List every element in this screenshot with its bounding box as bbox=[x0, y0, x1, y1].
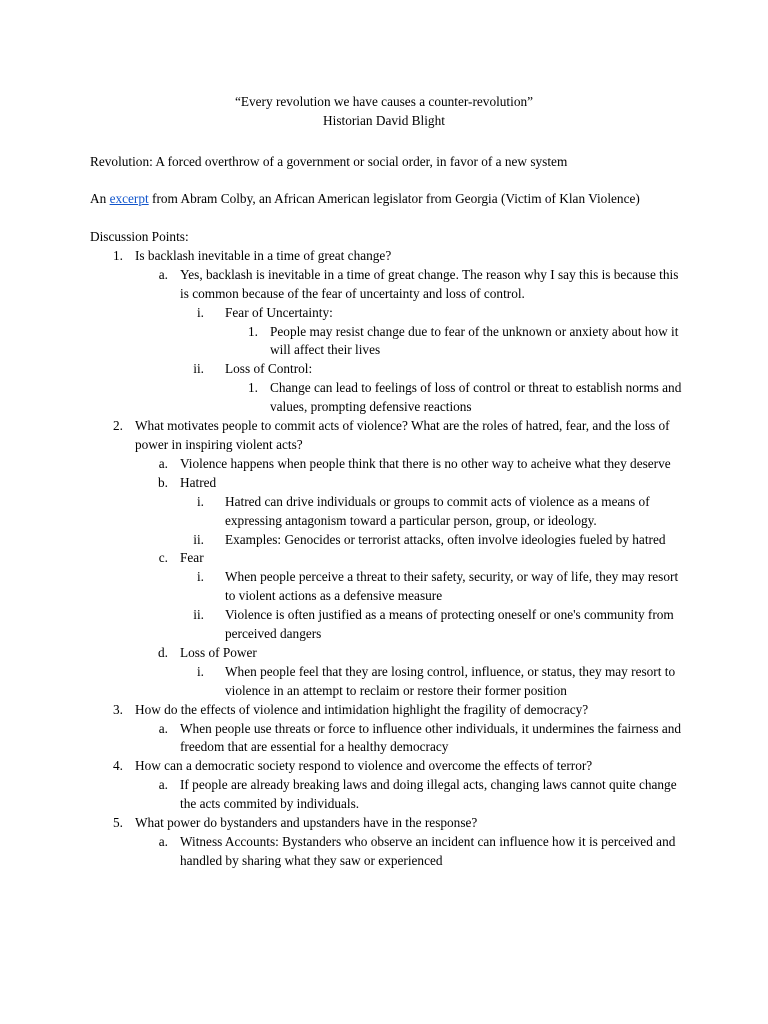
list-item bbox=[90, 323, 690, 361]
list-marker: i. bbox=[196, 304, 204, 320]
list-item bbox=[90, 247, 690, 266]
list-item-text: Change can lead to feelings of loss of control or threat to establish norms and values, prompting defensive reactions bbox=[270, 380, 682, 415]
excerpt-line bbox=[90, 190, 690, 209]
list-marker: b. bbox=[158, 474, 168, 490]
list-item-text: Examples: Genocides or terrorist attacks, often involve ideologies fueled by hatred bbox=[225, 531, 666, 547]
list-item-text: Loss of Control: bbox=[225, 361, 313, 377]
discussion-heading: Discussion Points: bbox=[90, 229, 189, 244]
list-item bbox=[90, 493, 690, 531]
list-marker: 1. bbox=[248, 380, 258, 396]
excerpt-link[interactable]: excerpt bbox=[109, 191, 149, 206]
list-item-text: What power do bystanders and upstanders have in the response? bbox=[135, 815, 478, 831]
excerpt-prefix: An bbox=[90, 191, 110, 206]
list-marker: a. bbox=[158, 720, 168, 736]
list-item-text: What motivates people to commit acts of violence? What are the roles of hatred, fear, and the loss of power in inspiring violent acts? bbox=[135, 418, 670, 452]
list-marker: ii. bbox=[193, 607, 204, 623]
quote-attribution: Historian David Blight bbox=[323, 112, 445, 128]
list-marker: 1. bbox=[113, 247, 123, 263]
list-item-text: Yes, backlash is inevitable in a time of great change. The reason why I say this is because this is common because of the fear of uncertainty and loss of control. bbox=[180, 266, 679, 301]
list-item-text: If people are already breaking laws and doing illegal acts, changing laws cannot quite change the acts commited by individuals. bbox=[180, 777, 677, 812]
list-item bbox=[90, 417, 690, 455]
list-item-text: Hatred bbox=[180, 474, 217, 490]
excerpt-suffix: from Abram Colby, an African American legislator from Georgia (Victim of Klan Violence) bbox=[148, 191, 640, 206]
list-item-text: Loss of Power bbox=[180, 644, 257, 660]
list-item-text: Violence happens when people think that there is no other way to acheive what they deserve bbox=[180, 455, 671, 471]
list-marker: 2. bbox=[113, 418, 123, 434]
list-item bbox=[90, 814, 690, 833]
list-item-text: People may resist change due to fear of the unknown or anxiety about how it will affect their lives bbox=[270, 323, 679, 358]
list-item bbox=[90, 720, 690, 758]
list-item-text: Fear bbox=[180, 550, 204, 566]
title-block bbox=[0, 93, 768, 131]
list-marker: a. bbox=[158, 834, 168, 849]
list-marker: i. bbox=[196, 663, 204, 679]
list-marker: c. bbox=[158, 550, 168, 566]
list-item bbox=[90, 549, 690, 568]
list-marker: i. bbox=[196, 493, 204, 509]
list-item bbox=[90, 663, 690, 701]
list-item-text: When people use threats or force to influence other individuals, it undermines the fairness and freedom that are essential for a healthy democracy bbox=[180, 720, 682, 755]
list-item-text: Witness Accounts: Bystanders who observe an incident can influence how it is perceived and handled by sharing what they saw or experienced bbox=[180, 834, 676, 868]
list-item bbox=[90, 776, 690, 814]
list-item-text: How can a democratic society respond to violence and overcome the effects of terror? bbox=[135, 758, 593, 774]
list-item-text: Fear of Uncertainty: bbox=[225, 304, 333, 320]
list-marker: i. bbox=[196, 569, 204, 585]
list-marker: 3. bbox=[113, 701, 123, 717]
list-item bbox=[90, 360, 690, 379]
list-item bbox=[90, 757, 690, 776]
list-item-text: Is backlash inevitable in a time of great change? bbox=[135, 247, 392, 263]
list-marker: a. bbox=[158, 266, 168, 282]
list-marker: a. bbox=[158, 455, 168, 471]
discussion-points bbox=[90, 228, 690, 871]
list-item-text: When people feel that they are losing control, influence, or status, they may resort to violence in an attempt to reclaim or restore their former position bbox=[225, 663, 676, 698]
list-item-text: Hatred can drive individuals or groups to commit acts of violence as a means of expressing antagonism toward a particular person, group, or ideology. bbox=[225, 493, 650, 528]
list-item bbox=[90, 304, 690, 323]
list-item-text: When people perceive a threat to their safety, security, or way of life, they may resort to violent actions as a defensive measure bbox=[225, 569, 679, 604]
list-item-text: Violence is often justified as a means of protecting oneself or one's community from perceived dangers bbox=[225, 607, 674, 642]
list-marker: 1. bbox=[248, 323, 258, 339]
list-marker: d. bbox=[158, 644, 168, 660]
list-marker: 4. bbox=[113, 758, 123, 774]
revolution-definition: Revolution: A forced overthrow of a government or social order, in favor of a new system bbox=[90, 154, 568, 169]
list-item bbox=[90, 606, 690, 644]
quote-title: “Every revolution we have causes a counter-revolution” bbox=[234, 94, 534, 109]
list-item bbox=[90, 701, 690, 720]
list-item bbox=[90, 455, 690, 474]
list-marker: ii. bbox=[193, 361, 204, 377]
list-item bbox=[90, 833, 690, 871]
list-marker: 5. bbox=[113, 815, 123, 831]
list-item bbox=[90, 644, 690, 663]
list-item bbox=[90, 266, 690, 304]
list-marker: a. bbox=[158, 777, 168, 793]
list-item bbox=[90, 474, 690, 493]
list-item bbox=[90, 379, 690, 417]
list-item-text: How do the effects of violence and intimidation highlight the fragility of democracy? bbox=[135, 701, 589, 717]
list-item bbox=[90, 531, 690, 550]
list-item bbox=[90, 568, 690, 606]
list-marker: ii. bbox=[193, 531, 204, 547]
